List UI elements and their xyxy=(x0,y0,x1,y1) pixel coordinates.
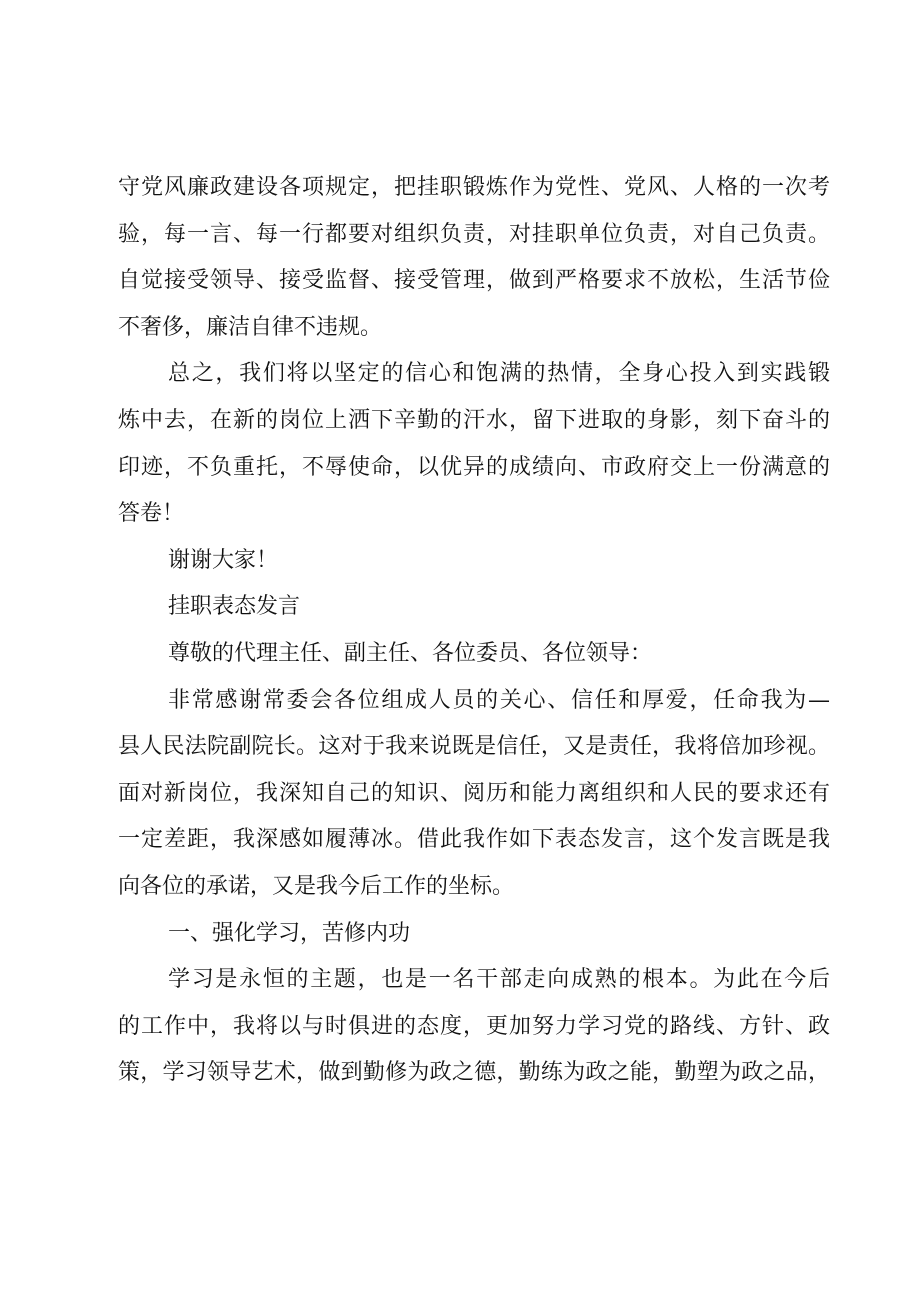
text-line: 验，每一言、每一行都要对组织负责，对挂职单位负责，对自己负责。 xyxy=(118,221,830,247)
text-line: 面对新岗位，我深知自己的知识、阅历和能力离组织和人民的要求还有 xyxy=(118,780,830,806)
text-line: 炼中去，在新的岗位上洒下辛勤的汗水，留下进取的身影，刻下奋斗的 xyxy=(118,407,830,433)
text-line: 自觉接受领导、接受监督、接受管理，做到严格要求不放松，生活节俭 xyxy=(118,268,830,294)
closing-line: 谢谢大家！ xyxy=(168,547,279,573)
text-line: 县人民法院副院长。这对于我来说既是信任，又是责任，我将倍加珍视。 xyxy=(118,734,830,760)
section-title: 挂职表态发言 xyxy=(168,594,301,620)
text-line: 不奢侈，廉洁自律不违规。 xyxy=(118,314,383,340)
text-line: 学习是永恒的主题，也是一名干部走向成熟的根本。为此在今后 xyxy=(168,967,830,993)
text-line: 非常感谢常委会各位组成人员的关心、信任和厚爱，任命我为— xyxy=(168,687,830,713)
text-line: 一定差距，我深感如履薄冰。借此我作如下表态发言，这个发言既是我 xyxy=(118,827,830,853)
text-line: 向各位的承诺，又是我今后工作的坐标。 xyxy=(118,873,515,899)
text-line: 印迹，不负重托，不辱使命，以优异的成绩向、市政府交上一份满意的 xyxy=(118,454,830,480)
salutation-line: 尊敬的代理主任、副主任、各位委员、各位领导： xyxy=(168,640,653,666)
section-heading: 一、强化学习，苦修内功 xyxy=(168,920,411,946)
document-body xyxy=(118,165,830,1097)
text-line: 答卷！ xyxy=(118,501,185,527)
text-line: 策，学习领导艺术，做到勤修为政之德，勤练为政之能，勤塑为政之品， xyxy=(118,1060,830,1086)
text-line: 总之，我们将以坚定的信心和饱满的热情，全身心投入到实践锻 xyxy=(168,361,830,387)
text-line: 的工作中，我将以与时俱进的态度，更加努力学习党的路线、方针、政 xyxy=(118,1013,830,1039)
text-line: 守党风廉政建设各项规定，把挂职锻炼作为党性、党风、人格的一次考 xyxy=(118,175,830,200)
